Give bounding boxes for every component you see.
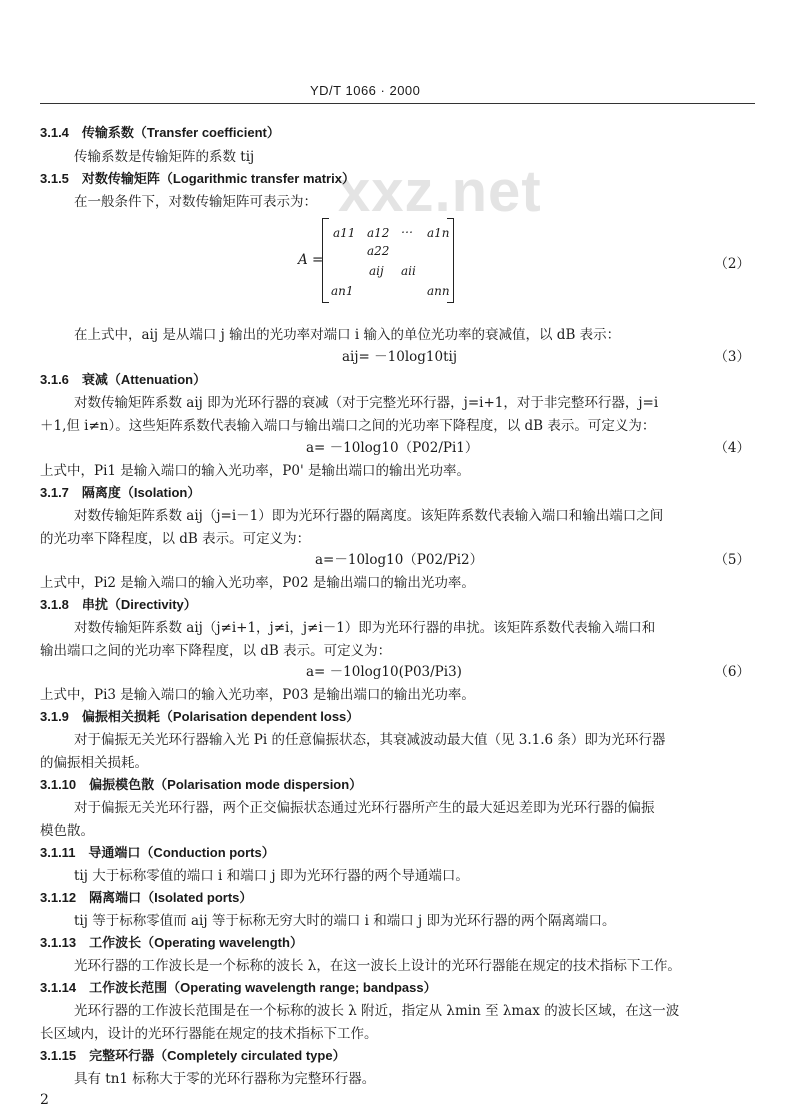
matrix-lhs: A =: [298, 252, 324, 268]
text-line: aij= －10log10tij: [342, 349, 458, 365]
section-heading: 3.1.5 对数传输矩阵（Logarithmic transfer matrix）: [40, 171, 355, 186]
text-line: 具有 tn1 标称大于零的光环行器称为完整环行器。: [74, 1071, 376, 1087]
matrix-cell: …: [401, 222, 413, 236]
section-heading: 3.1.4 传输系数（Transfer coefficient）: [40, 125, 280, 140]
watermark: xxz.net: [338, 159, 542, 224]
section-heading: 3.1.9 偏振相关损耗（Polarisation dependent loss）: [40, 709, 360, 724]
matrix-cell: a22: [367, 244, 390, 258]
text-line: a= －10log10（P02/Pi1）: [306, 440, 479, 456]
text-line: 上式中，Pi3 是输入端口的输入光功率，P03 是输出端口的输出光功率。: [40, 687, 475, 703]
text-line: 对于偏振无关光环行器，两个正交偏振状态通过光环行器所产生的最大延迟差即为光环行器的偏振: [74, 800, 655, 816]
text-line: 对数传输矩阵系数 aij（j=i－1）即为光环行器的隔离度。该矩阵系数代表输入端口和输出端口之间: [74, 508, 664, 524]
matrix-cell: aii: [401, 264, 416, 278]
matrix-cell: an1: [331, 284, 354, 298]
section-heading: 3.1.13 工作波长（Operating wavelength）: [40, 935, 303, 950]
text-line: 传输系数是传输矩阵的系数 tij: [74, 149, 255, 165]
matrix-cell: ann: [427, 284, 450, 298]
text-line: tij 等于标称零值而 aij 等于标称无穷大时的端口 i 和端口 j 即为光环行器的两个隔离端口。: [74, 913, 616, 929]
equation-number: （4）: [714, 440, 750, 456]
section-heading: 3.1.12 隔离端口（Isolated ports）: [40, 890, 253, 905]
section-heading: 3.1.6 衰减（Attenuation）: [40, 372, 207, 387]
text-line: 在一般条件下，对数传输矩阵可表示为：: [74, 194, 317, 210]
section-heading: 3.1.14 工作波长范围（Operating wavelength range; bandpass）: [40, 980, 437, 995]
text-line: a= －10log10(P03/Pi3): [306, 664, 462, 680]
text-line: 长区域内，设计的光环行器能在规定的技术指标下工作。: [40, 1026, 378, 1042]
text-line: 模色散。: [40, 823, 94, 839]
text-line: 上式中，Pi2 是输入端口的输入光功率，P02 是输出端口的输出光功率。: [40, 575, 475, 591]
section-heading: 3.1.8 串扰（Directivity）: [40, 597, 197, 612]
section-heading: 3.1.10 偏振模色散（Polarisation mode dispersion）: [40, 777, 363, 792]
equation-number: （5）: [714, 552, 750, 568]
text-line: 光环行器的工作波长是一个标称的波长 λ，在这一波长上设计的光环行器能在规定的技术指标下工作。: [74, 958, 681, 974]
page-header: YD/T 1066 · 2000: [310, 83, 421, 98]
text-line: 对数传输矩阵系数 aij（j≠i+1，j≠i，j≠i－1）即为光环行器的串扰。该矩阵系数代表输入端口和: [74, 620, 656, 636]
text-line: a=－10log10（P02/Pi2）: [315, 552, 484, 568]
text-line: 对于偏振无关光环行器输入光 Pi 的任意偏振状态，其衰减波动最大值（见 3.1.6 条）即为光环行器: [74, 732, 666, 748]
section-heading: 3.1.15 完整环行器（Completely circulated type）: [40, 1048, 346, 1063]
equation-number: （3）: [714, 349, 750, 365]
header-rule: [40, 103, 755, 104]
text-line: 对数传输矩阵系数 aij 即为光环行器的衰减（对于完整光环行器，j=i+1，对于非完整环行器，j=i: [74, 395, 659, 411]
equation-number: （2）: [714, 256, 750, 272]
text-line: 输出端口之间的光功率下降程度，以 dB 表示。可定义为：: [40, 643, 392, 659]
matrix-cell: a1n: [427, 226, 450, 240]
text-line: 在上式中，aij 是从端口 j 输出的光功率对端口 i 输入的单位光功率的衰减值，以 dB 表示：: [74, 327, 621, 343]
equation-number: （6）: [714, 664, 750, 680]
matrix-bracket: [322, 218, 454, 303]
text-line: 上式中，Pi1 是输入端口的输入光功率，P0' 是输出端口的输出光功率。: [40, 463, 470, 479]
text-line: 光环行器的工作波长范围是在一个标称的波长 λ 附近，指定从 λmin 至 λmax 的波长区域，在这一波: [74, 1003, 680, 1019]
matrix-cell: a12: [367, 226, 390, 240]
matrix-cell: aij: [369, 264, 384, 278]
text-line: tij 大于标称零值的端口 i 和端口 j 即为光环行器的两个导通端口。: [74, 868, 469, 884]
page-number: 2: [40, 1092, 49, 1108]
section-heading: 3.1.11 导通端口（Conduction ports）: [40, 845, 275, 860]
text-line: 的光功率下降程度，以 dB 表示。可定义为：: [40, 531, 311, 547]
text-line: 的偏振相关损耗。: [40, 755, 148, 771]
section-heading: 3.1.7 隔离度（Isolation）: [40, 485, 201, 500]
matrix-cell: a11: [333, 226, 356, 240]
text-line: ＋1,但 i≠n）。这些矩阵系数代表输入端口与输出端口之间的光功率下降程度，以 dB 表示。可定义为：: [40, 418, 656, 434]
